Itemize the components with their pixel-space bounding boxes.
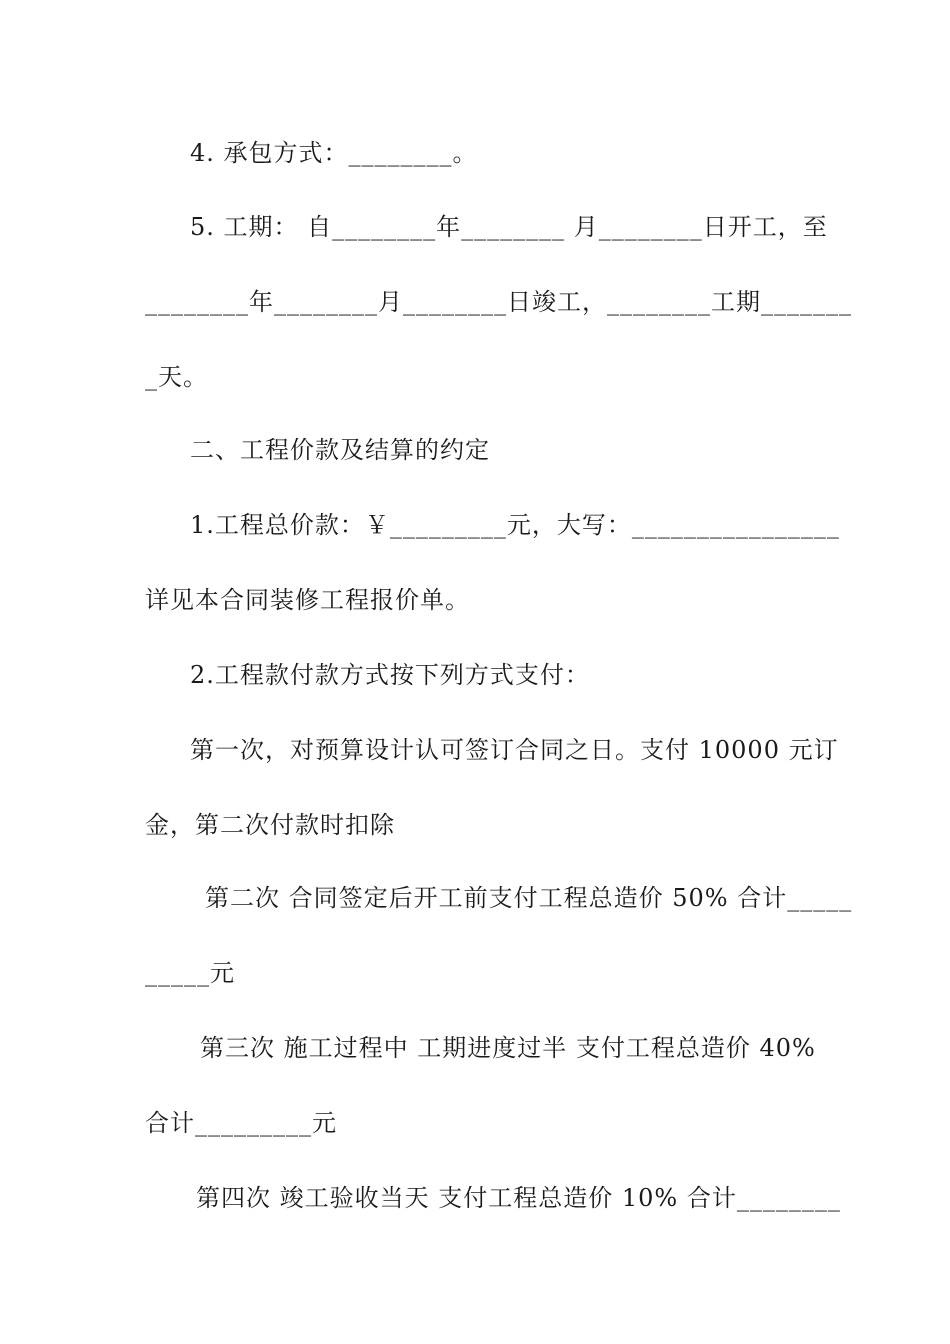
period-line-2: ________年________月________日竣工，________工期_______ — [145, 288, 852, 316]
total-price-line: 1.工程总价款：￥_________元，大写：________________ — [190, 511, 840, 539]
payment-4-line-1: 第四次 竣工验收当天 支付工程总造价 10% 合计________ — [196, 1184, 841, 1212]
payment-1-line-2: 金，第二次付款时扣除 — [145, 811, 395, 839]
payment-2-line-2: _____元 — [145, 959, 235, 987]
payment-3-line-2: 合计_________元 — [145, 1109, 337, 1137]
quote-reference-line: 详见本合同装修工程报价单。 — [145, 586, 470, 614]
contract-mode-line: 4. 承包方式：________。 — [190, 139, 478, 167]
period-line-3: _天。 — [145, 363, 208, 391]
section-heading: 二、工程价款及结算的约定 — [190, 436, 490, 464]
payment-2-line-1: 第二次 合同签定后开工前支付工程总造价 50% 合计_____ — [205, 884, 853, 912]
payment-method-line: 2.工程款付款方式按下列方式支付： — [190, 661, 590, 689]
payment-3-line-1: 第三次 施工过程中 工期进度过半 支付工程总造价 40% — [200, 1034, 816, 1062]
payment-1-line-1: 第一次，对预算设计认可签订合同之日。支付 10000 元订 — [190, 736, 839, 764]
period-line-1: 5. 工期： 自________年________ 月________日开工，至 — [190, 213, 828, 241]
